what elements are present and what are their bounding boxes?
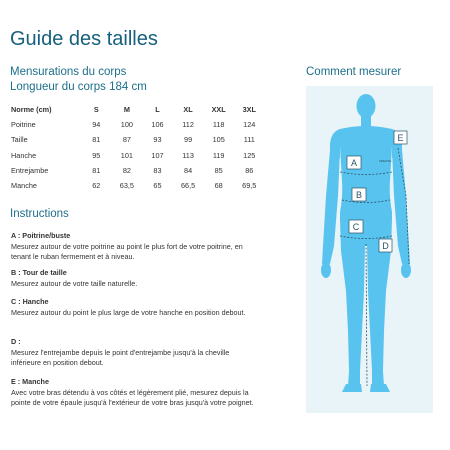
table-cell: 69,5: [242, 181, 257, 191]
table-cell: 85: [214, 165, 223, 175]
table-cell: 82: [122, 165, 131, 175]
table-cell: 106: [151, 120, 164, 130]
instruction-heading: C : Hanche: [11, 297, 49, 306]
how-to-measure-heading: Comment mesurer: [306, 66, 402, 78]
table-cell: 81: [92, 165, 101, 175]
body-length-heading: Longueur du corps 184 cm: [10, 81, 147, 93]
instructions-heading: Instructions: [10, 208, 69, 220]
table-cell: 95: [92, 150, 101, 160]
table-cell: 112: [182, 120, 194, 130]
header-xl: XL: [183, 105, 193, 115]
instruction-heading: B : Tour de taille: [11, 268, 67, 277]
header-3xl: 3XL: [242, 105, 256, 115]
body-silhouette: [306, 86, 433, 413]
header-s: S: [93, 105, 99, 115]
table-cell: 125: [243, 150, 256, 160]
table-cell: 99: [184, 135, 193, 145]
table-cell: 124: [243, 120, 256, 130]
table-cell: 105: [212, 135, 225, 145]
table-cell: 100: [120, 120, 133, 130]
svg-text:E: E: [397, 133, 404, 143]
label-c: [349, 220, 363, 233]
table-cell: 94: [92, 120, 101, 130]
label-a: [347, 156, 361, 169]
body-measurements-heading: Mensurations du corps: [10, 66, 127, 78]
table-cell: 87: [122, 135, 131, 145]
table-cell: 63,5: [119, 181, 134, 191]
table-cell: 65: [153, 181, 162, 191]
label-b: [352, 188, 366, 201]
table-cell: 101: [120, 150, 133, 160]
table-row: [11, 178, 265, 193]
svg-text:C: C: [352, 222, 360, 232]
table-cell: 119: [212, 150, 225, 160]
table-cell: 83: [153, 165, 162, 175]
table-row: [11, 132, 265, 147]
instruction-text: Avec votre bras détendu à vos côtés et légèrement plié, mesurez depuis la pointe de votre épaule jusqu'à l'extérieur de votre bras jusqu'à votre poignet.: [11, 387, 254, 408]
instruction-inseam: [11, 337, 256, 369]
instruction-chest: [11, 231, 256, 263]
svg-text:B: B: [355, 190, 363, 200]
table-cell: 113: [182, 150, 194, 160]
table-cell: 107: [151, 150, 164, 160]
instruction-heading: D :: [11, 337, 21, 346]
size-table-header-row: [11, 102, 265, 117]
table-cell: 111: [243, 135, 255, 145]
row-label: Entrejambe: [11, 165, 49, 175]
table-cell: 93: [153, 135, 162, 145]
row-label: Poitrine: [11, 120, 36, 130]
header-m: M: [123, 105, 130, 115]
row-label: Hanche: [11, 150, 37, 160]
table-cell: 68: [214, 181, 223, 191]
svg-text:A: A: [350, 158, 358, 168]
table-cell: 118: [212, 120, 225, 130]
instruction-sleeve: [11, 377, 256, 409]
header-xxl: XXL: [211, 105, 226, 115]
label-d: [379, 239, 392, 252]
table-cell: 86: [245, 165, 254, 175]
svg-text:D: D: [382, 241, 389, 251]
table-cell: 81: [92, 135, 101, 145]
table-row: [11, 117, 265, 132]
measurement-figure: [306, 86, 433, 413]
label-e: [394, 131, 407, 144]
table-cell: 84: [184, 165, 193, 175]
page-title: Guide des tailles: [10, 28, 158, 50]
instruction-text: Mesurez autour de votre poitrine au point le plus fort de votre poitrine, en tenant le ruban fermement et à niveau.: [11, 241, 243, 262]
instruction-text: Mesurez l'entrejambe depuis le point d'entrejambe jusqu'à la cheville inférieure en position debout.: [11, 347, 230, 368]
table-row: [11, 148, 265, 163]
table-cell: 66,5: [180, 181, 196, 191]
svg-text:ZEBATZE: ZEBATZE: [379, 159, 392, 163]
row-label: Manche: [11, 181, 37, 191]
table-row: [11, 163, 265, 178]
instruction-text: Mesurez autour de votre taille naturelle.: [11, 278, 138, 288]
table-cell: 62: [92, 181, 101, 191]
instruction-hip: [11, 297, 256, 318]
size-table: [11, 102, 265, 193]
header-norm: Norme (cm): [11, 105, 52, 115]
instruction-heading: E : Manche: [11, 377, 49, 386]
instruction-heading: A : Poitrine/buste: [11, 231, 71, 240]
row-label: Taille: [11, 135, 28, 145]
instruction-waist: [11, 268, 256, 289]
instruction-text: Mesurez autour du point le plus large de votre hanche en position debout.: [11, 307, 246, 317]
header-l: L: [155, 105, 160, 115]
